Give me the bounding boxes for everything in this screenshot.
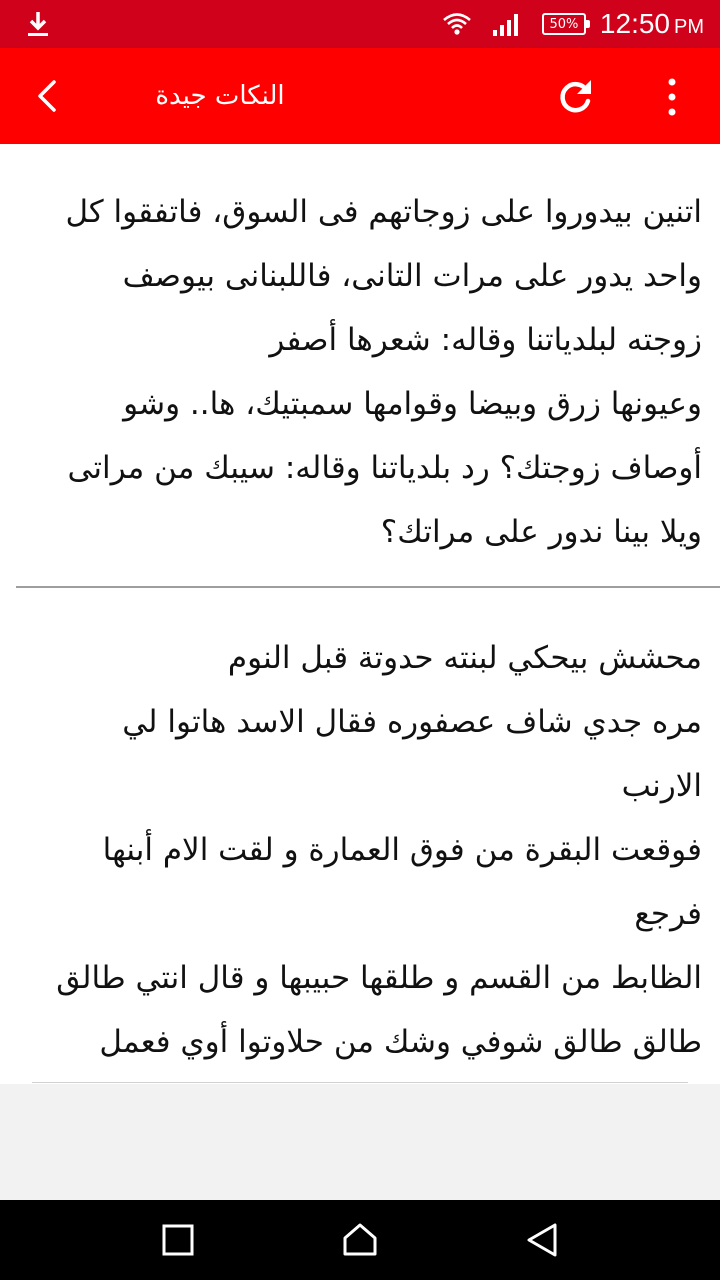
clock-ampm: PM: [674, 16, 704, 38]
ad-space: [0, 1084, 720, 1200]
joke-line: فرجع: [634, 896, 702, 932]
recent-apps-icon[interactable]: [158, 1220, 198, 1260]
joke-line: زوجته لبلدياتنا وقاله: شعرها أصفر: [269, 322, 702, 358]
wifi-icon: [442, 11, 472, 37]
battery-level: 50%: [549, 16, 579, 32]
jokes-list[interactable]: [0, 144, 720, 1084]
page-title: النكات جيدة: [155, 81, 285, 111]
joke-item[interactable]: [0, 588, 720, 1074]
system-nav-bar: [0, 1200, 720, 1280]
clock-time: 12:50: [599, 8, 670, 39]
refresh-icon[interactable]: [552, 74, 598, 120]
joke-line: وعيونها زرق وبيضا وقوامها سمبتيك، ها.. وشو: [123, 386, 702, 422]
joke-line: الظابط من القسم و طلقها حبيبها و قال انتي طالق: [56, 960, 702, 996]
back-chevron-icon[interactable]: [28, 76, 68, 116]
joke-line: ويلا بينا ندور على مراتك؟: [380, 514, 702, 550]
more-vert-icon[interactable]: [656, 74, 688, 120]
back-triangle-icon[interactable]: [522, 1220, 562, 1260]
joke-line: فوقعت البقرة من فوق العمارة و لقت الام أبنها: [102, 832, 702, 868]
app-bar: [0, 48, 720, 144]
joke-line: واحد يدور على مرات التانى، فاللبنانى بيوصف: [122, 258, 702, 294]
download-icon: [22, 8, 54, 40]
joke-line: طالق طالق شوفي وشك من حلاوتوا أوي فعمل: [99, 1024, 702, 1060]
status-bar: [0, 0, 720, 48]
signal-icon: [492, 12, 520, 36]
joke-line: اتنين بيدوروا على زوجاتهم فى السوق، فاتفقوا كل: [65, 194, 702, 230]
status-clock: [600, 8, 704, 40]
joke-line: أوصاف زوجتك؟ رد بلدياتنا وقاله: سيبك من مراتى: [67, 450, 702, 486]
list-bottom-divider: [32, 1082, 688, 1083]
joke-line: مره جدي شاف عصفوره فقال الاسد هاتوا لي: [122, 704, 702, 740]
joke-item[interactable]: [0, 144, 720, 564]
joke-line: الارنب: [621, 768, 702, 804]
battery-icon: [542, 13, 586, 35]
joke-line: محشش بيحكي لبنته حدوتة قبل النوم: [227, 640, 702, 676]
home-icon[interactable]: [340, 1220, 380, 1260]
